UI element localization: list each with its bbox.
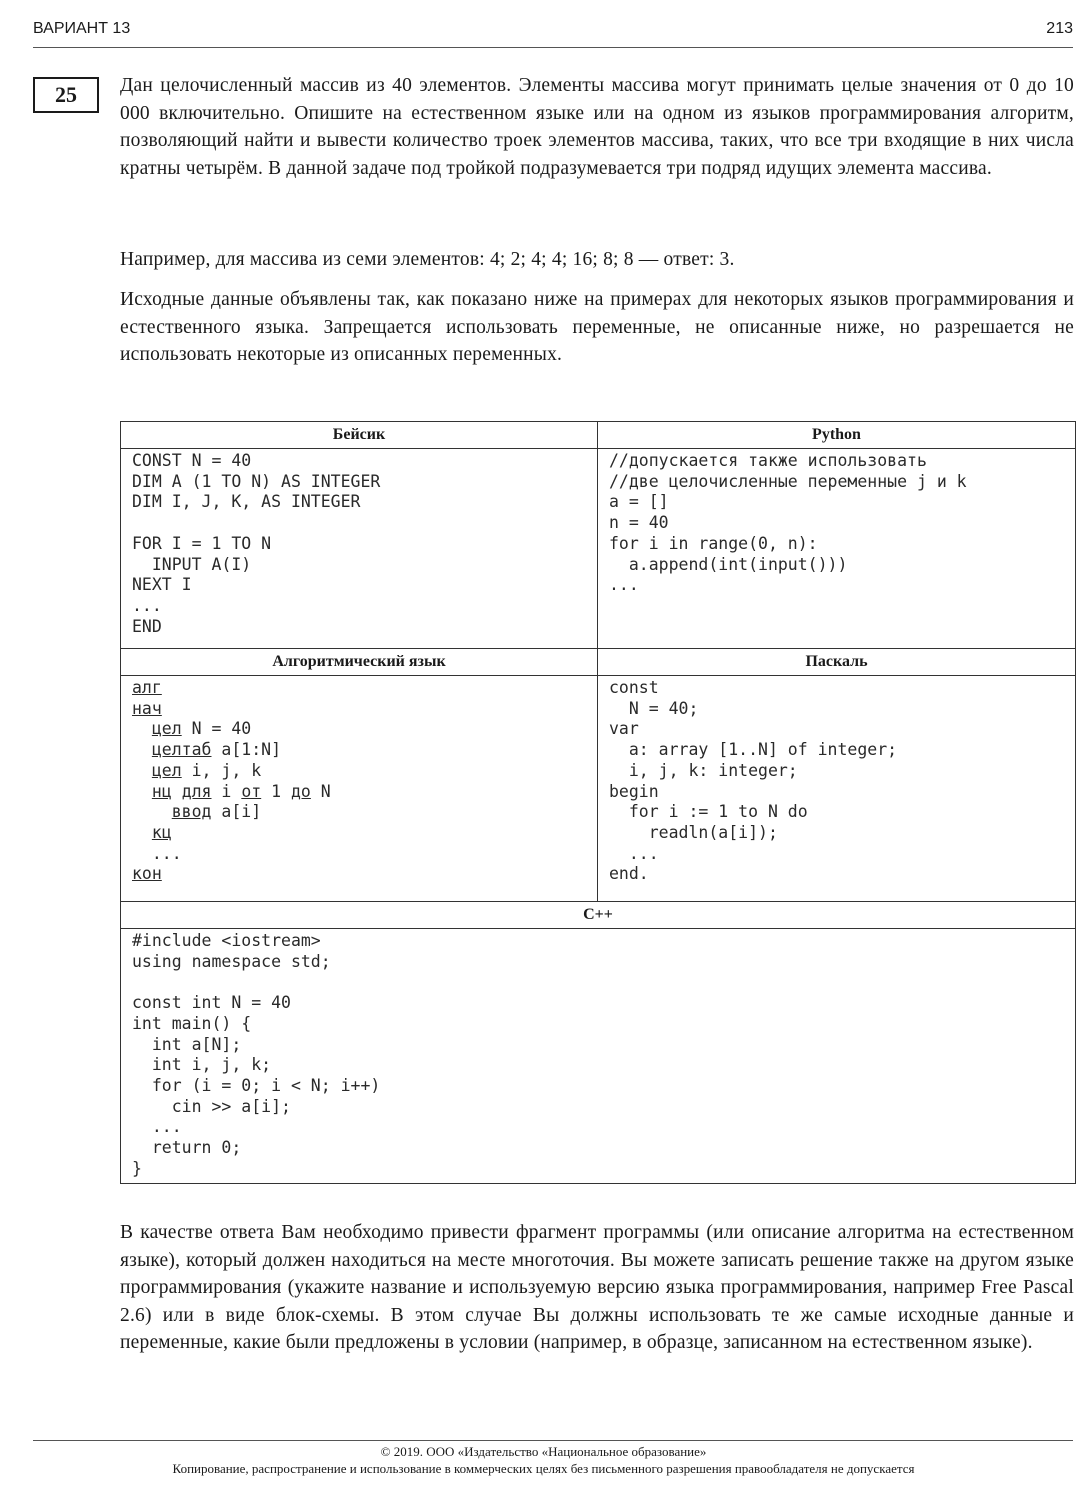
footer-notice: Копирование, распространение и использование в коммерческих целях без письменного разрешения правообладателя не допускается — [172, 1461, 915, 1476]
python-code: //допускается также использовать //две целочисленные переменные j и k a = [] n = 40 for i in range(0, n): a.append(int(input())) ... — [609, 451, 967, 595]
cpp-header: C++ — [121, 902, 1076, 929]
python-header: Python — [598, 422, 1076, 449]
pascal-code: const N = 40; var a: array [1..N] of integer; i, j, k: integer; begin for i := 1 to N do readln(a[i]); ... end. — [609, 678, 898, 884]
answer-instructions: В качестве ответа Вам необходимо привести фрагмент программы (или описание алгоритма на естественном языке), который должен находиться на месте многоточия. Вы можете записать решение также на другом языке программирования (укажите название и используемую версию языка программирования, например Free Pascal 2.6) или в виде блок-схемы. В этом случае Вы должны использовать те же самые исходные данные и переменные, какие были предложены в условии (например, в образце, записанном на естественном языке). — [120, 1222, 1074, 1353]
basic-cell — [121, 449, 598, 649]
footer-copyright: © 2019. ООО «Издательство «Национальное образование» — [380, 1444, 707, 1459]
pascal-cell — [598, 676, 1076, 902]
footer-divider — [33, 1440, 1073, 1441]
basic-header: Бейсик — [121, 422, 598, 449]
code-samples-table — [120, 421, 1076, 1184]
cpp-cell — [121, 929, 1076, 1184]
task-number-box: 25 — [33, 77, 99, 113]
algorithmic-code: алг нач цел N = 40 целтаб a[1:N] цел i, j, k нц для i от 1 до N ввод a[i] кц ... кон — [132, 678, 331, 884]
algorithmic-header: Алгоритмический язык — [121, 649, 598, 676]
cpp-code: #include <iostream> using namespace std; const int N = 40 int main() { int a[N]; int i, j, k; for (i = 0; i < N; i++) cin >> a[i]; ... return 0; } — [132, 931, 381, 1178]
basic-code: CONST N = 40 DIM A (1 TO N) AS INTEGER DIM I, J, K, AS INTEGER FOR I = 1 TO N INPUT A(I) NEXT I ... END — [132, 451, 381, 636]
header-divider — [33, 47, 1073, 48]
page-number: 213 — [1046, 20, 1073, 37]
python-cell — [598, 449, 1076, 649]
pascal-header: Паскаль — [598, 649, 1076, 676]
task-example: Например, для массива из семи элементов: 4; 2; 4; 4; 16; 8; 8 — ответ: 3. — [120, 249, 735, 270]
page-header — [33, 20, 1073, 46]
task-input-description: Исходные данные объявлены так, как показано ниже на примерах для некоторых языков программирования и естественного языка. Запрещается использовать переменные, не описанные ниже, но разрешается не использовать некоторые из описанных переменных. — [120, 289, 1074, 365]
task-statement: Дан целочисленный массив из 40 элементов. Элементы массива могут принимать целые значения от 0 до 10 000 включительно. Опишите на естественном языке или на одном из языков программирования алгоритм, позволяющий найти и вывести количество троек элементов массива, таких, что все три входящие в них числа кратны четырём. В данной задаче под тройкой подразумевается три подряд идущих элемента массива. — [120, 75, 1074, 179]
algorithmic-cell — [121, 676, 598, 902]
variant-label: ВАРИАНТ 13 — [33, 20, 131, 37]
